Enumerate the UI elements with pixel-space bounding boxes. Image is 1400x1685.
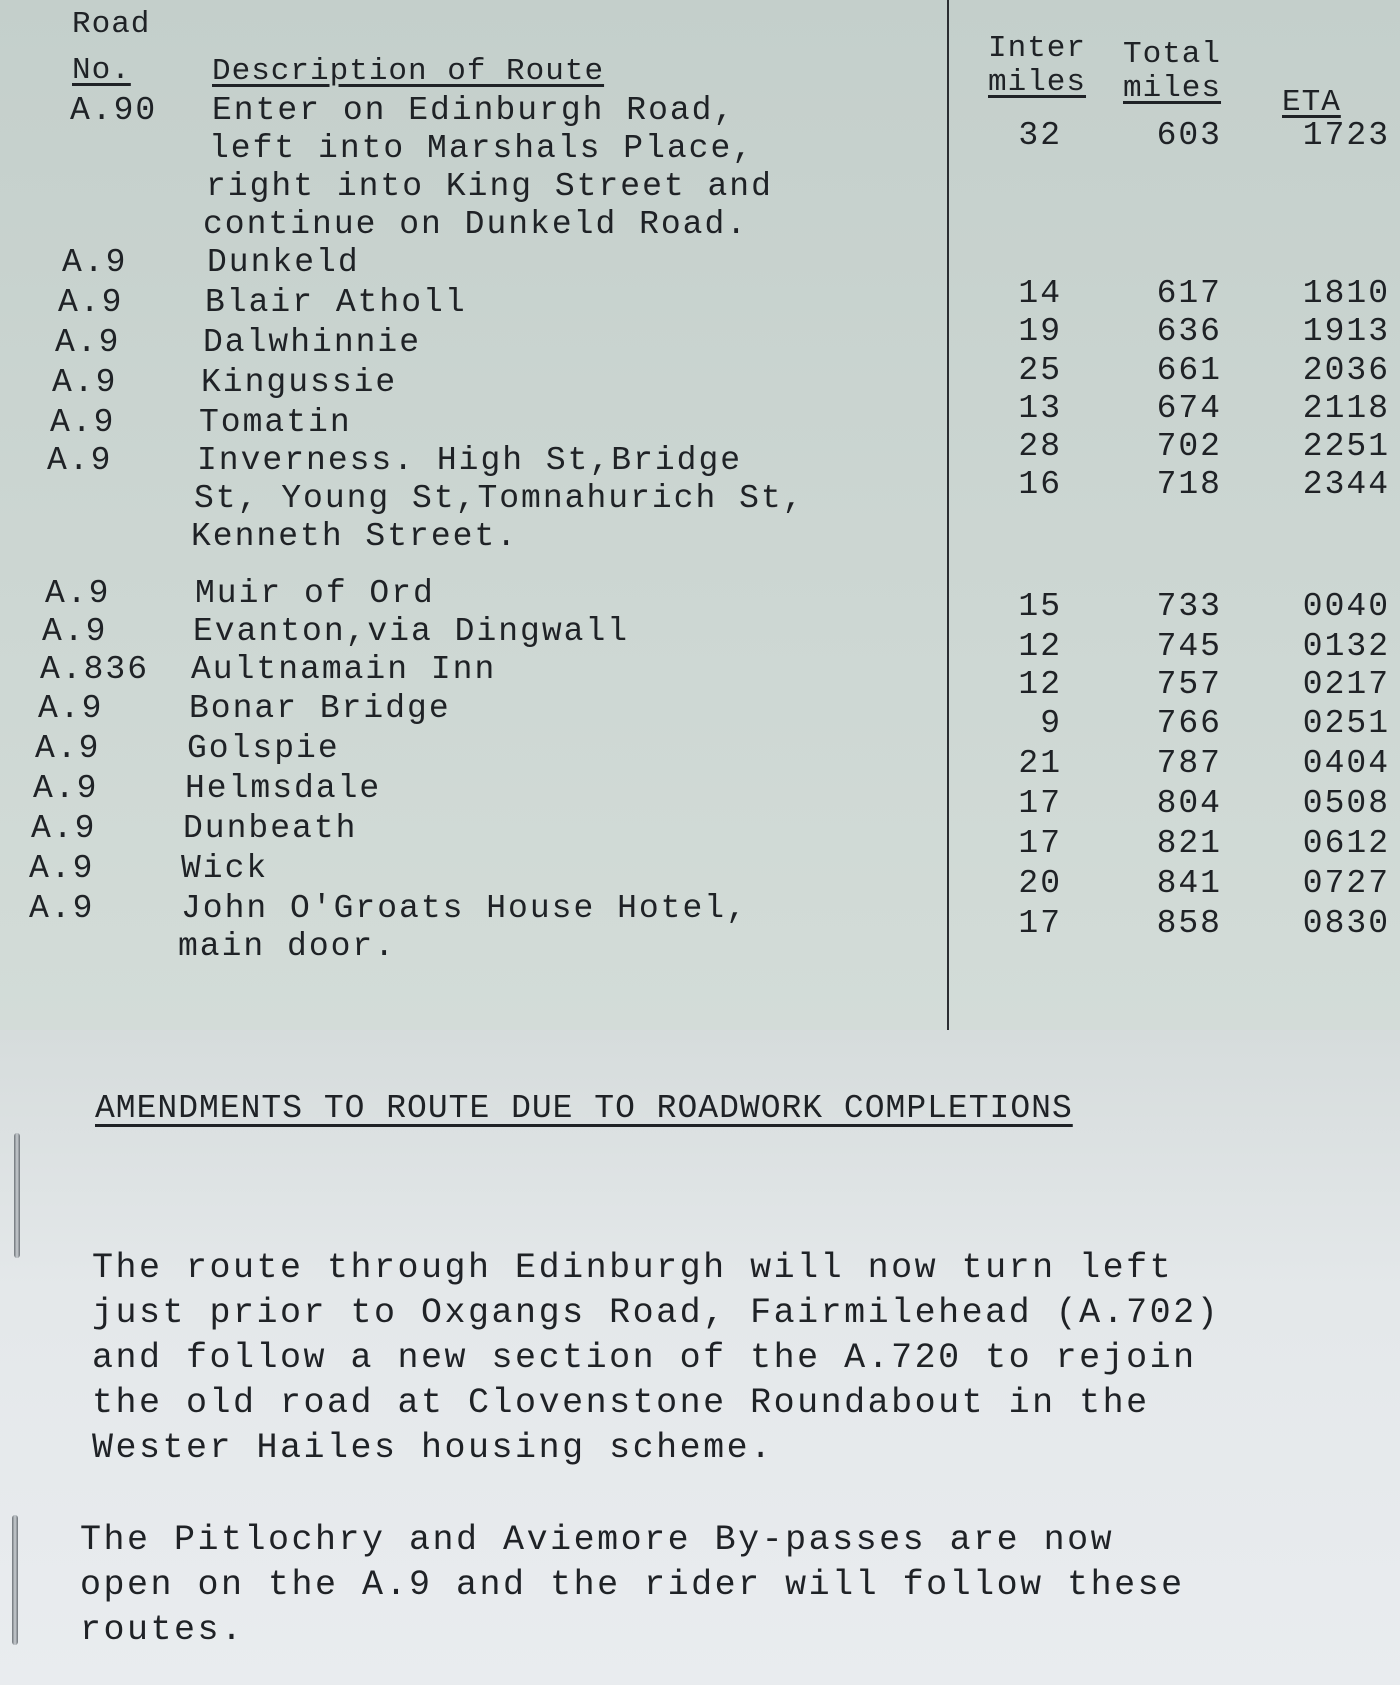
route-description: Dunkeld [207,244,360,281]
paragraph-line: the old road at Clovenstone Roundabout in the [92,1383,1150,1423]
eta-time: 0612 [1302,825,1390,862]
total-miles: 804 [1156,785,1222,822]
inter-miles: 15 [1018,588,1062,625]
total-miles: 745 [1156,628,1222,665]
total-miles: 718 [1156,466,1222,503]
road-number: A.9 [45,575,111,612]
total-miles: 766 [1156,705,1222,742]
inter-miles: 32 [1018,117,1062,154]
eta-time: 1810 [1302,275,1390,312]
eta-time: 0217 [1302,666,1390,703]
inter-miles: 12 [1018,666,1062,703]
route-description: Dunbeath [183,810,358,847]
total-miles: 674 [1156,390,1222,427]
inter-miles: 25 [1018,352,1062,389]
road-number: A.9 [31,810,97,847]
route-description: Golspie [187,730,340,767]
paragraph-line: and follow a new section of the A.720 to rejoin [92,1338,1197,1378]
total-miles: 821 [1156,825,1222,862]
route-description: Kenneth Street. [191,518,519,555]
route-description: Blair Atholl [205,284,467,321]
header-total-miles [1123,38,1221,106]
total-miles: 787 [1156,745,1222,782]
eta-time: 0251 [1302,705,1390,742]
paragraph-line: The route through Edinburgh will now turn left [92,1248,1174,1288]
inter-miles: 21 [1018,745,1062,782]
eta-time: 2344 [1302,466,1390,503]
total-miles: 733 [1156,588,1222,625]
road-number: A.9 [33,770,99,807]
total-miles: 617 [1156,275,1222,312]
header-inter-line2: miles [988,65,1087,100]
route-description: right into King Street and [206,168,773,205]
header-road-no [72,8,150,88]
paragraph-line: The Pitlochry and Aviemore By-passes are now [80,1520,1115,1560]
inter-miles: 17 [1018,905,1062,942]
route-description: Helmsdale [185,770,382,807]
route-description: Muir of Ord [195,575,435,612]
eta-time: 0727 [1302,865,1390,902]
eta-time: 1913 [1302,313,1390,350]
amendment-paragraph-1 [92,1246,1220,1471]
total-miles: 661 [1156,352,1222,389]
route-description: Evanton,via Dingwall [193,613,630,650]
road-number: A.9 [58,284,124,321]
route-description: left into Marshals Place, [209,130,755,167]
route-description: Tomatin [199,404,352,441]
route-description: continue on Dunkeld Road. [203,206,749,243]
route-description: Dalwhinnie [203,324,422,361]
inter-miles: 14 [1018,275,1062,312]
inter-miles: 28 [1018,428,1062,465]
road-number: A.9 [38,690,104,727]
total-miles: 841 [1156,865,1222,902]
road-number: A.9 [62,244,128,281]
eta-time: 0040 [1302,588,1390,625]
route-description: Wick [181,850,269,887]
total-miles: 858 [1156,905,1222,942]
eta-time: 1723 [1302,117,1390,154]
header-total-line1: Total [1123,37,1222,72]
inter-miles: 19 [1018,313,1062,350]
paragraph-line: just prior to Oxgangs Road, Fairmilehead (A.702) [92,1293,1221,1333]
column-divider [947,0,949,1032]
road-number: A.9 [47,442,113,479]
inter-miles: 12 [1018,628,1062,665]
eta-time: 2118 [1302,390,1390,427]
inter-miles: 16 [1018,466,1062,503]
header-inter-miles [988,32,1086,100]
eta-time: 0508 [1302,785,1390,822]
total-miles: 603 [1156,117,1222,154]
eta-time: 0830 [1302,905,1390,942]
road-number: A.9 [29,850,95,887]
eta-time: 0132 [1302,628,1390,665]
road-number: A.9 [35,730,101,767]
staple [12,1515,18,1645]
road-number: A.9 [52,364,118,401]
inter-miles: 9 [1040,705,1062,742]
header-description: Description of Route [212,54,605,89]
total-miles: 702 [1156,428,1222,465]
route-description: Kingussie [201,364,398,401]
inter-miles: 13 [1018,390,1062,427]
header-total-line2: miles [1123,71,1222,106]
eta-time: 0404 [1302,745,1390,782]
paragraph-line: Wester Hailes housing scheme. [92,1428,774,1468]
road-number: A.836 [40,651,150,688]
paragraph-line: open on the A.9 and the rider will follow these [80,1565,1185,1605]
road-number: A.9 [29,890,95,927]
header-inter-line1: Inter [988,31,1087,66]
inter-miles: 17 [1018,785,1062,822]
road-number: A.9 [50,404,116,441]
route-description: St, Young St,Tomnahurich St, [194,480,805,517]
amendment-paragraph-2 [80,1518,1185,1653]
route-description: Bonar Bridge [189,690,451,727]
header-road-line1: Road [72,7,151,42]
amendments-title: AMENDMENTS TO ROUTE DUE TO ROADWORK COMPLETIONS [95,1090,1073,1127]
staple [14,1133,20,1258]
eta-time: 2251 [1302,428,1390,465]
inter-miles: 20 [1018,865,1062,902]
road-number: A.9 [55,324,121,361]
route-description: Enter on Edinburgh Road, [212,92,736,129]
road-number: A.9 [42,613,108,650]
header-eta: ETA [1282,85,1341,120]
header-road-line2: No. [72,53,131,88]
route-description: Aultnamain Inn [191,651,497,688]
eta-time: 2036 [1302,352,1390,389]
inter-miles: 17 [1018,825,1062,862]
route-description: main door. [178,928,397,965]
road-number: A.90 [70,92,158,129]
route-description: Inverness. High St,Bridge [197,442,743,479]
total-miles: 636 [1156,313,1222,350]
total-miles: 757 [1156,666,1222,703]
paragraph-line: routes. [80,1610,245,1650]
route-description: John O'Groats House Hotel, [181,890,748,927]
